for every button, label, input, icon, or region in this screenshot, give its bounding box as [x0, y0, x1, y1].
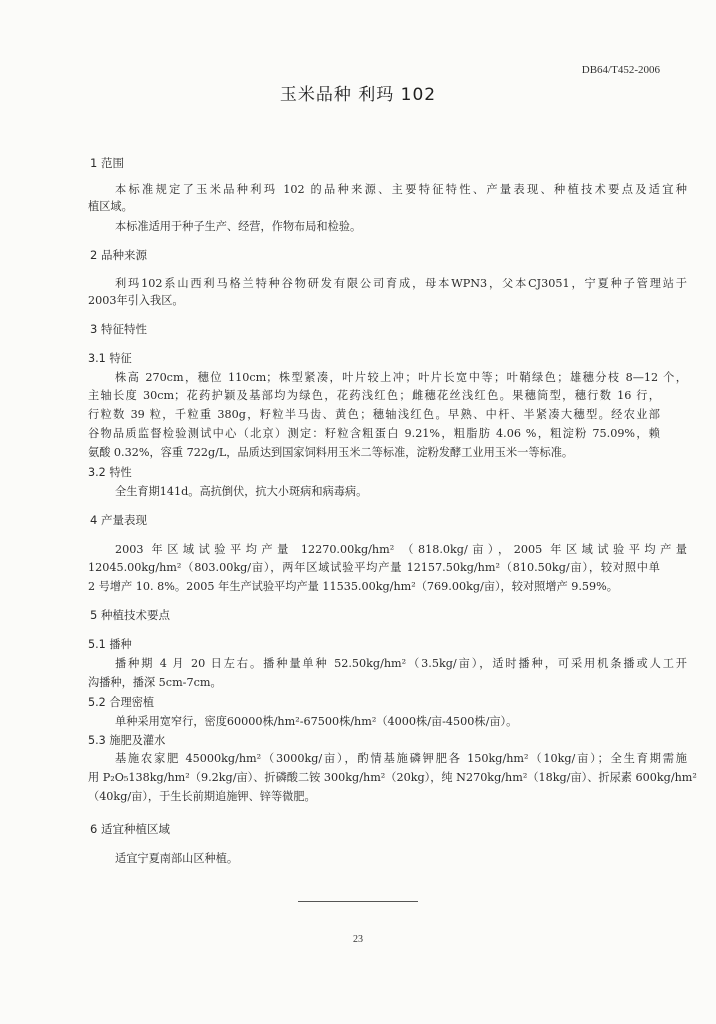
body-text-line: 基施农家肥 45000kg/hm²（3000kg/亩），酌情基施磷钾肥各 150kg/hm²（10kg/亩）；全生育期需施 [115, 752, 687, 765]
body-text-line: 单种采用宽窄行，密度60000株/hm²-67500株/hm²（4000株/亩-4500株/亩）。 [115, 715, 518, 728]
section-heading: 3.1 特征 [88, 352, 132, 365]
body-text-line: 利玛102系山西利马格兰特种谷物研发有限公司育成，母本WPN3，父本CJ3051，宁夏种子管理站于 [115, 277, 687, 290]
section-heading: 5.2 合理密植 [88, 696, 155, 709]
section-heading: 5.1 播种 [88, 638, 132, 651]
body-text-line: 播种期 4 月 20 日左右。播种量单种 52.50kg/hm²（3.5kg/亩），适时播种，可采用机条播或人工开 [115, 657, 687, 670]
section-heading: 3.2 特性 [88, 466, 132, 479]
body-text-line: 适宜宁夏南部山区种植。 [115, 852, 239, 865]
footer-rule [298, 901, 418, 902]
section-heading: 3 特征特性 [90, 322, 147, 336]
section-heading: 5.3 施肥及灌水 [88, 734, 166, 747]
page-number: 23 [353, 934, 363, 945]
section-heading: 5 种植技术要点 [90, 608, 170, 622]
body-text-line: 12045.00kg/hm²（803.00kg/亩），两年区域试验平均产量 12157.50kg/hm²（810.50kg/亩），较对照中单 [88, 561, 660, 574]
body-text-line: 用 P₂O₅138kg/hm²（9.2kg/亩）、折磷酸二铵 300kg/hm²（20kg），纯 N270kg/hm²（18kg/亩）、折尿素 600kg/hm² [88, 771, 697, 784]
section-heading: 2 品种来源 [90, 248, 147, 262]
body-text-line: 谷物品质监督检验测试中心（北京）测定：籽粒含粗蛋白 9.21%，粗脂肪 4.06 %，粗淀粉 75.09%，赖 [88, 427, 660, 440]
body-text-line: 主轴长度 30cm；花药护颖及基部均为绿色，花药浅红色；雌穗花丝浅红色。果穗筒型，穗行数 16 行， [88, 389, 660, 402]
body-text-line: （40kg/亩），于生长前期追施钾、锌等微肥。 [88, 790, 316, 803]
section-heading: 6 适宜种植区域 [90, 822, 170, 836]
body-text-line: 行粒数 39 粒，千粒重 380g，籽粒半马齿、黄色；穗轴浅红色。早熟、中杆、半紧凑大穗型。经农业部 [88, 408, 660, 421]
body-text-line: 本标准适用于种子生产、经营，作物布局和检验。 [115, 220, 362, 233]
body-text-line: 2 号增产 10. 8%。2005 年生产试验平均产量 11535.00kg/hm²（769.00kg/亩），较对照增产 9.59%。 [88, 580, 618, 593]
body-text-line: 2003 年区域试验平均产量 12270.00kg/hm² （818.0kg/亩），2005 年区域试验平均产量 [115, 543, 687, 556]
body-text-line: 植区域。 [88, 200, 133, 213]
body-text-line: 沟播种，播深 5cm-7cm。 [88, 676, 222, 689]
body-text-line: 株高 270cm，穗位 110cm；株型紧凑，叶片较上冲；叶片长宽中等；叶鞘绿色；雄穗分枝 8—12 个， [115, 371, 687, 384]
document-title: 玉米品种 利玛 102 [279, 85, 437, 105]
body-text-line: 全生育期141d。高抗倒伏，抗大小斑病和病毒病。 [115, 485, 368, 498]
section-heading: 1 范围 [90, 156, 124, 170]
body-text-line: 本标准规定了玉米品种利玛 102 的品种来源、主要特征特性、产量表现、种植技术要点及适宜种 [115, 183, 687, 196]
standard-code: DB64/T452-2006 [581, 64, 660, 76]
body-text-line: 2003年引入我区。 [88, 294, 184, 307]
body-text-line: 氨酸 0.32%，容重 722g/L，品质达到国家饲料用玉米二等标准，淀粉发酵工业用玉米一等标准。 [88, 446, 574, 459]
section-heading: 4 产量表现 [90, 513, 147, 527]
